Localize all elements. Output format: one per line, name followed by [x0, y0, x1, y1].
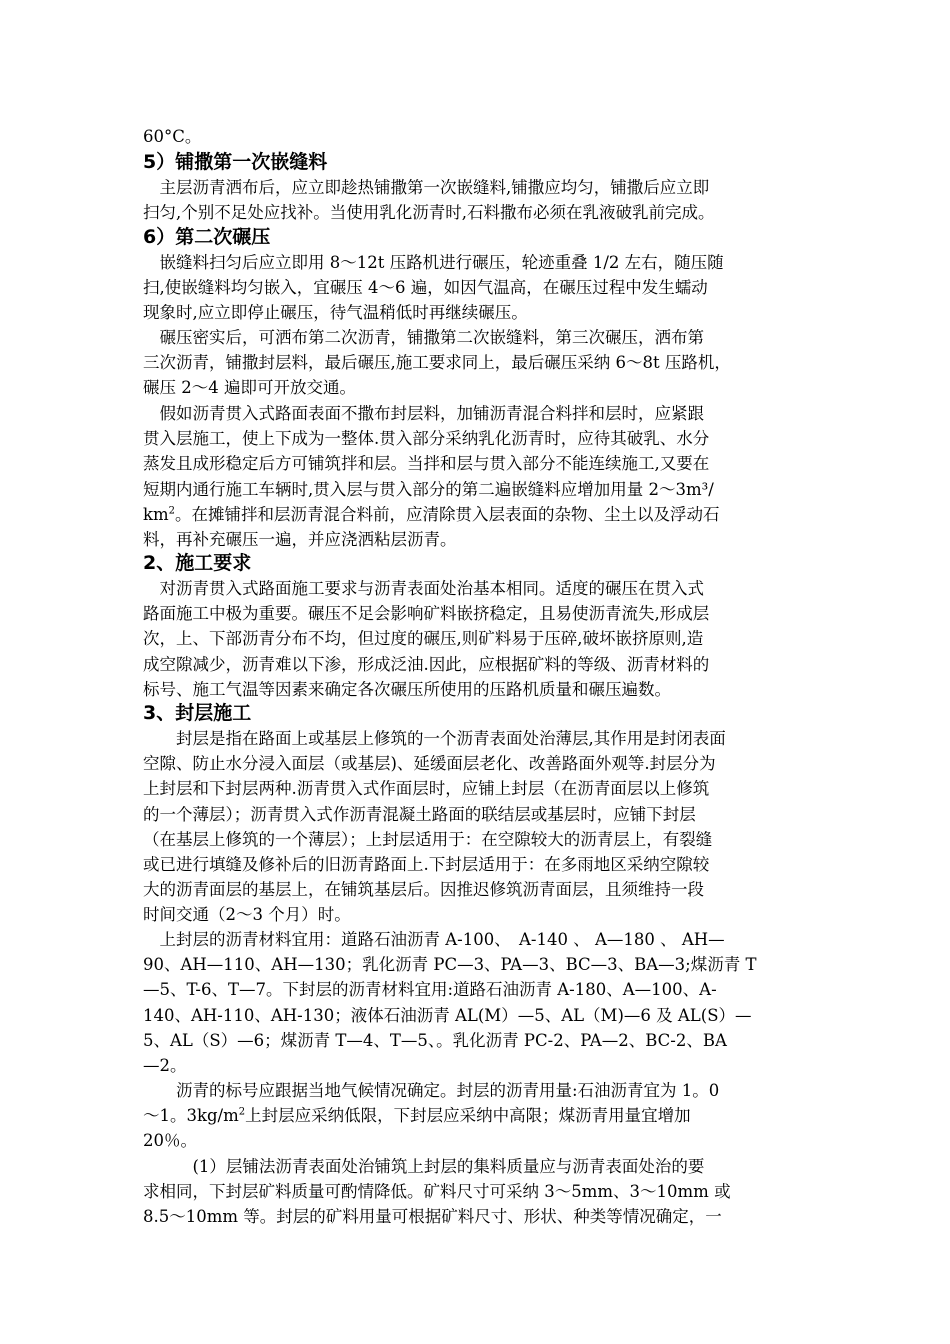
- text-line: 贯入层施工，使上下成为一整体.贯入部分采纳乳化沥青时，应待其破乳、水分: [143, 429, 710, 449]
- text-line: 主层沥青洒布后，应立即趁热铺撒第一次嵌缝料,铺撒应均匀，铺撒后应立即: [143, 178, 710, 197]
- text-line: 8.5～10mm 等。封层的矿料用量可根据矿料尺寸、形状、种类等情况确定，一: [143, 1207, 722, 1227]
- text-line: 次，上、下部沥青分布不均，但过度的碾压,则矿料易于压碎,破坏嵌挤原则,造: [143, 629, 704, 649]
- text-line: 蒸发且成形稳定后方可铺筑拌和层。当拌和层与贯入部分不能连续施工,又要在: [143, 454, 710, 474]
- text-line: 三次沥青，铺撒封层料，最后碾压,施工要求同上，最后碾压采纳 6～8t 压路机，: [143, 353, 731, 373]
- text-line: 140、AH-110、AH-130；液体石油沥青 AL(M）—5、AL（M)—6 及 AL(S）—: [143, 1005, 752, 1025]
- section-heading-3: [143, 700, 811, 726]
- text-line: 大的沥青面层的基层上，在铺筑基层后。因推迟修筑沥青面层，且须维持一段: [143, 880, 704, 900]
- heading-text: 5）铺撒第一次嵌缝料: [143, 151, 328, 173]
- section-heading-6: [143, 224, 811, 250]
- text-line: 对沥青贯入式路面施工要求与沥青表面处治基本相同。适度的碾压在贯入式: [143, 579, 704, 598]
- paragraph-6-3: [143, 401, 811, 552]
- paragraph-3-4: [143, 1154, 811, 1230]
- text-line: (1）层铺法沥青表面处治铺筑上封层的集料质量应与沥青表面处治的要: [143, 1157, 705, 1176]
- text-line: 短期内通行施工车辆时,贯入层与贯入部分的第二遍嵌缝料应增加用量 2～3m³/: [143, 479, 714, 499]
- section-heading-5: [143, 149, 811, 175]
- text-line: [143, 502, 811, 527]
- superscript: 2: [238, 1106, 246, 1118]
- text-line: 5、AL（S）—6；煤沥青 T—4、T—5、。乳化沥青 PC-2、PA—2、BC-2、BA: [143, 1030, 727, 1050]
- text-line: —2。: [143, 1056, 187, 1076]
- text-line: —5、T-6、T—7。下封层的沥青材料宜用:道路石油沥青 A-180、A—100、A-: [143, 980, 717, 1000]
- text-line: 60°C。: [143, 127, 202, 146]
- text-line: 成空隙减少，沥青难以下渗，形成泛油.因此，应根据矿料的等级、沥青材料的: [143, 654, 710, 674]
- paragraph-6-1: [143, 250, 811, 326]
- paragraph-3-2: [143, 927, 811, 1078]
- text-line: 嵌缝料扫匀后应立即用 8～12t 压路机进行碾压，轮迹重叠 1/2 左右，随压随: [143, 253, 724, 272]
- text-line: 料，再补充碾压一遍，并应浇洒粘层沥青。: [143, 530, 457, 550]
- text-line: 扫,使嵌缝料均匀嵌入，宜碾压 4～6 遍，如因气温高，在碾压过程中发生蠕动: [143, 278, 708, 298]
- text-line: 封层是指在路面上或基层上修筑的一个沥青表面处治薄层,其作用是封闭表面: [143, 729, 726, 748]
- heading-text: 6）第二次碾压: [143, 226, 271, 248]
- text-line: 上封层的沥青材料宜用：道路石油沥青 A-100、 A-140 、 A—180 、 AH—: [143, 930, 725, 949]
- text-line: [143, 1103, 811, 1128]
- text-line: 上封层和下封层两种.沥青贯入式作面层时，应铺上封层（在沥青面层以上修筑: [143, 779, 710, 799]
- text-line: 路面施工中极为重要。碾压不足会影响矿料嵌挤稳定，且易使沥青流失,形成层: [143, 604, 710, 624]
- text-line: 空隙、防止水分浸入面层（或基层)、延缓面层老化、改善路面外观等.封层分为: [143, 754, 716, 774]
- section-heading-2: [143, 550, 811, 576]
- paragraph-3-1: [143, 726, 811, 928]
- paragraph-6-2: [143, 325, 811, 401]
- superscript: 2: [168, 505, 176, 517]
- lead-fragment: [143, 124, 811, 149]
- text-line: 求相同，下封层矿料质量可酌情降低。矿料尺寸可采纳 3～5mm、3～10mm 或: [143, 1182, 731, 1202]
- text-line: 20％。: [143, 1131, 197, 1151]
- unit-km: km: [143, 504, 169, 524]
- text-line: 现象时,应立即停止碾压，待气温稍低时再继续碾压。: [143, 303, 528, 323]
- text-line: 标号、施工气温等因素来确定各次碾压所使用的压路机质量和碾压遍数。: [143, 679, 671, 699]
- line-start: ～1。3kg/m: [143, 1106, 239, 1126]
- text-line: 或已进行填缝及修补后的旧沥青路面上.下封层适用于：在多雨地区采纳空隙较: [143, 855, 710, 875]
- paragraph-5-1: [143, 175, 811, 225]
- line-rest: 。在摊铺拌和层沥青混合料前，应清除贯入层表面的杂物、尘土以及浮动石: [175, 504, 720, 524]
- text-line: 的一个薄层）；沥青贯入式作沥青混凝土路面的联结层或基层时，应铺下封层: [143, 804, 696, 824]
- text-line: （在基层上修筑的一个薄层）；上封层适用于：在空隙较大的沥青层上，有裂缝: [143, 829, 713, 849]
- paragraph-3-3: [143, 1078, 811, 1154]
- text-line: 扫匀,个别不足处应找补。当使用乳化沥青时,石料撒布必须在乳液破乳前完成。: [143, 203, 715, 223]
- paragraph-2-1: [143, 576, 811, 702]
- text-line: 碾压密实后，可洒布第二次沥青，铺撒第二次嵌缝料，第三次碾压，洒布第: [143, 328, 704, 347]
- line-rest: 上封层应采纳低限，下封层应采纳中高限；煤沥青用量宜增加: [245, 1106, 691, 1126]
- heading-text: 2、施工要求: [143, 552, 252, 574]
- heading-text: 3、封层施工: [143, 702, 252, 724]
- text-line: 沥青的标号应跟据当地气候情况确定。封层的沥青用量:石油沥青宜为 1。0: [143, 1081, 720, 1100]
- text-line: 假如沥青贯入式路面表面不撒布封层料，加铺沥青混合料拌和层时，应紧跟: [143, 404, 704, 423]
- text-line: 碾压 2～4 遍即可开放交通。: [143, 378, 356, 398]
- text-line: 时间交通（2～3 个月）时。: [143, 905, 351, 925]
- text-line: 90、AH—110、AH—130；乳化沥青 PC—3、PA—3、BC—3、BA—3;煤沥青 T: [143, 955, 757, 975]
